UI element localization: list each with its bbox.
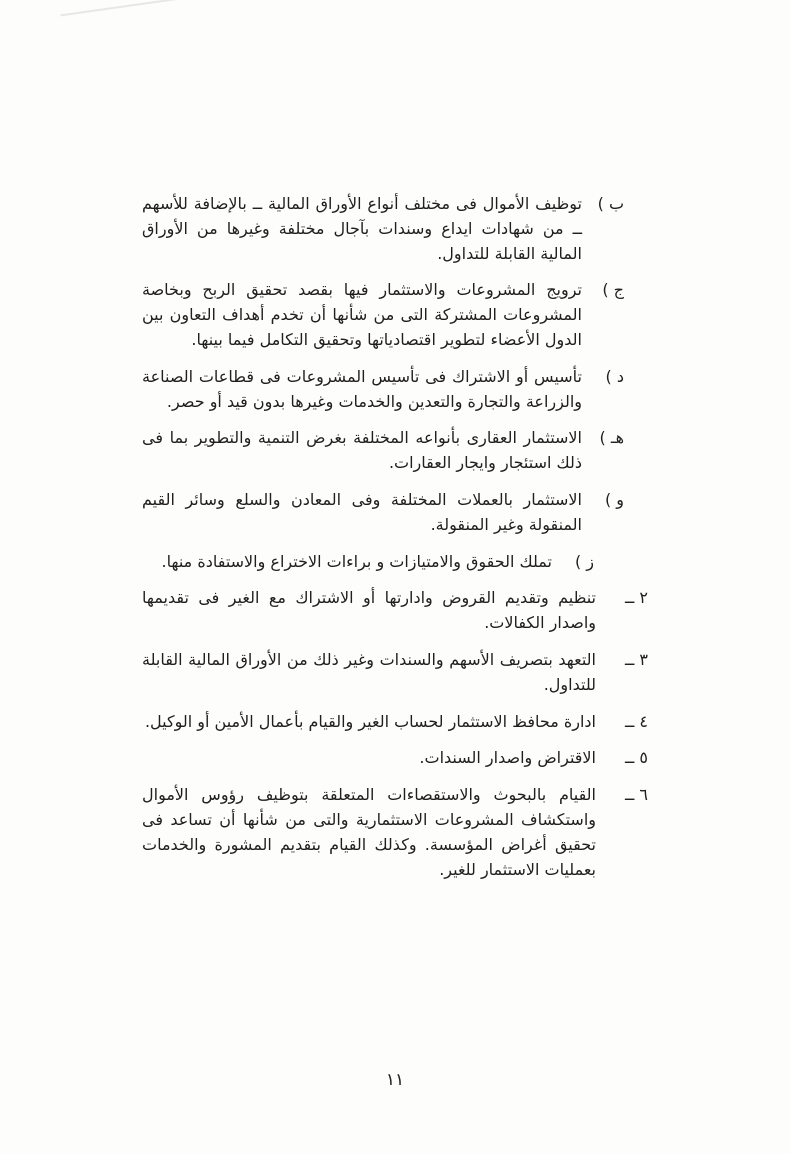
item-marker: ٦ ــ — [624, 785, 648, 805]
list-item-w — [142, 488, 624, 538]
item-marker: ز ) — [574, 551, 594, 571]
item-marker: هـ ) — [599, 428, 624, 448]
item-text: القيام بالبحوث والاستقصاءات المتعلقة بتوظيف رؤوس الأموال واستكشاف المشروعات الاستثمارية والتى من شأنها أن تساعد فى تحقيق أغراض المؤسسة. وكذلك القيام بتقديم المشورة والخدمات بعمليات الاستثمار للغير. — [142, 785, 596, 879]
list-item-4 — [142, 710, 648, 735]
list-item-h — [142, 426, 624, 476]
item-marker: ٢ ــ — [624, 588, 648, 608]
item-text: تنظيم وتقديم القروض وادارتها أو الاشتراك مع الغير فى تقديمها واصدار الكفالات. — [142, 588, 596, 633]
item-marker: ٣ ــ — [624, 649, 648, 669]
scan-artifact — [60, 0, 179, 16]
list-item-5 — [142, 746, 648, 771]
item-marker: ب ) — [597, 194, 624, 213]
item-text: الاقتراض واصدار السندات. — [419, 748, 596, 768]
list-item-z — [142, 550, 594, 575]
item-text: ادارة محافظ الاستثمار لحساب الغير والقيام بأعمال الأمين أو الوكيل. — [144, 711, 596, 731]
list-item-d — [142, 365, 624, 415]
item-marker: د ) — [605, 366, 624, 386]
item-text: توظيف الأموال فى مختلف أنواع الأوراق المالية ــ بالإضافة للأسهم ــ من شهادات ايداع وسندات بآجال مختلفة وغيرها من الأوراق المالية القابلة للتداول. — [142, 194, 582, 263]
item-text: التعهد بتصريف الأسهم والسندات وغير ذلك من الأوراق المالية القابلة للتداول. — [142, 649, 596, 694]
list-item-6 — [142, 783, 648, 882]
list-item-b — [142, 192, 624, 266]
item-text: تأسيس أو الاشتراك فى تأسيس المشروعات فى قطاعات الصناعة والزراعة والتجارة والتعدين والخدمات وغيرها بدون قيد أو حصر. — [142, 366, 582, 411]
item-text: الاستثمار العقارى بأنواعه المختلفة بغرض التنمية والتطوير بما فى ذلك استئجار وايجار العقارات. — [142, 428, 582, 473]
item-marker: ٥ ــ — [624, 748, 648, 768]
item-text: تملك الحقوق والامتيازات و براءات الاختراع والاستفادة منها. — [161, 551, 552, 571]
list-item-j — [142, 278, 624, 352]
list-item-2 — [142, 586, 648, 636]
page-content — [142, 192, 648, 894]
item-marker: ج ) — [602, 280, 624, 300]
item-text: الاستثمار بالعملات المختلفة وفى المعادن والسلع وسائر القيم المنقولة وغير المنقولة. — [142, 489, 582, 534]
list-item-3 — [142, 648, 648, 698]
item-marker: ٤ ــ — [624, 711, 648, 731]
item-text: ترويج المشروعات والاستثمار فيها بقصد تحقيق الربح وبخاصة المشروعات المشتركة التى من شأنها أن تخدم أهداف التعاون بين الدول الأعضاء لتطوير اقتصادياتها وتحقيق التكامل فيما بينها. — [142, 280, 582, 349]
item-marker: و ) — [604, 489, 624, 509]
page-number: ١١ — [385, 1070, 405, 1090]
